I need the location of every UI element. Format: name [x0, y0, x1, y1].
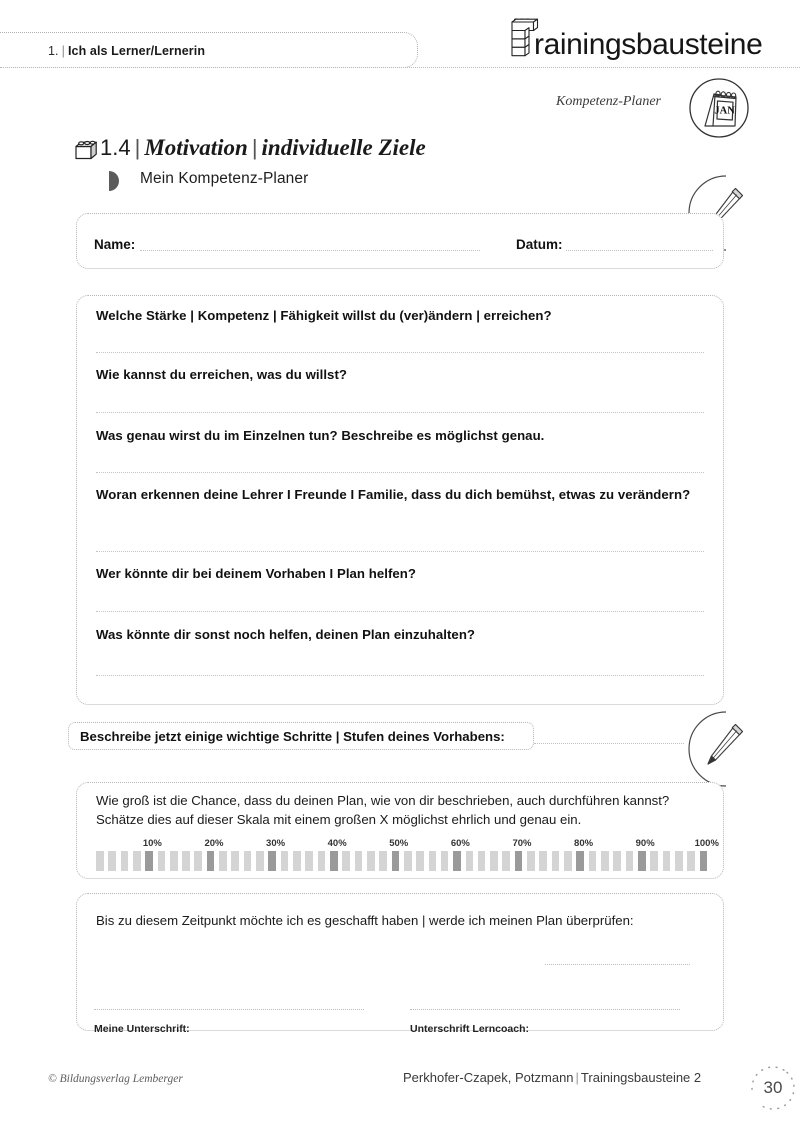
- scale-prompt: [96, 791, 710, 829]
- scale-segment: [650, 851, 712, 871]
- title-part-two: individuelle Ziele: [261, 135, 426, 160]
- footer-citation: [403, 1070, 701, 1085]
- deadline-input[interactable]: [545, 964, 690, 965]
- scale-major-tick: [453, 851, 461, 871]
- scale-tick-label: 20%: [204, 838, 224, 849]
- breadcrumb-separator: |: [61, 44, 65, 58]
- scale-minor-tick: [182, 851, 190, 871]
- scale-minor-tick: [256, 851, 264, 871]
- chapter-title: Ich als Lerner/Lernerin: [67, 44, 206, 58]
- question-3: Was genau wirst du im Einzelnen tun? Beschreibe es möglichst genau.: [96, 428, 545, 443]
- scale-tick-label: 30%: [266, 838, 286, 849]
- scale-minor-tick: [244, 851, 252, 871]
- title-part-one: Motivation: [144, 135, 248, 160]
- footer-book-title: Trainingsbausteine 2: [580, 1070, 702, 1085]
- date-input[interactable]: [566, 250, 713, 251]
- calendar-month-label: JAN: [714, 105, 735, 117]
- question-divider-6: [96, 675, 704, 676]
- chapter-number: 1.: [48, 44, 59, 58]
- scale-minor-tick: [219, 851, 227, 871]
- question-5: Wer könnte dir bei deinem Vorhaben I Plan helfen?: [96, 566, 416, 581]
- own-signature-label: Meine Unterschrift:: [94, 1023, 190, 1035]
- scale-tick-labels: [96, 838, 719, 851]
- scale-segment: [466, 851, 528, 871]
- scale-segment: [527, 851, 589, 871]
- scale-major-tick: [392, 851, 400, 871]
- page-subtitle: Mein Kompetenz-Planer: [140, 170, 309, 187]
- name-input[interactable]: [140, 250, 480, 251]
- lego-brick-icon: [74, 138, 100, 162]
- scale-segment: [589, 851, 651, 871]
- scale-minor-tick: [158, 851, 166, 871]
- scale-major-tick: [330, 851, 338, 871]
- scale-tick-label: 50%: [389, 838, 409, 849]
- own-signature-input[interactable]: [94, 1009, 364, 1010]
- header-divider: [0, 67, 800, 68]
- steps-bar-label: Beschreibe jetzt einige wichtige Schritte | Stufen deines Vorhabens:: [80, 729, 505, 744]
- steps-bar-trailing-dots: [534, 743, 684, 744]
- page-number: 30: [763, 1078, 783, 1097]
- deadline-prompt: Bis zu diesem Zeitpunkt möchte ich es geschafft haben | werde ich meinen Plan überprüfen:: [96, 913, 634, 928]
- scale-minor-tick: [133, 851, 141, 871]
- scale-segment: [96, 851, 158, 871]
- question-2: Wie kannst du erreichen, was du willst?: [96, 367, 347, 382]
- scale-minor-tick: [589, 851, 597, 871]
- question-divider-1: [96, 352, 704, 353]
- scale-minor-tick: [194, 851, 202, 871]
- name-date-box: [76, 213, 724, 269]
- scale-minor-tick: [613, 851, 621, 871]
- scale-tick-label: 80%: [574, 838, 594, 849]
- scale-major-tick: [515, 851, 523, 871]
- scale-minor-tick: [305, 851, 313, 871]
- scale-segment: [342, 851, 404, 871]
- question-1: Welche Stärke | Kompetenz | Fähigkeit willst du (ver)ändern | erreichen?: [96, 308, 552, 323]
- brand-logo: [506, 17, 762, 63]
- scale-tick-label: 70%: [512, 838, 532, 849]
- scale-major-tick: [638, 851, 646, 871]
- scale-tick-label: 90%: [635, 838, 655, 849]
- scale-minor-tick: [601, 851, 609, 871]
- scale-minor-tick: [108, 851, 116, 871]
- scale-segment: [281, 851, 343, 871]
- title-separator: |: [134, 135, 141, 160]
- scale-minor-tick: [404, 851, 412, 871]
- scale-minor-tick: [687, 851, 695, 871]
- scale-major-tick: [207, 851, 215, 871]
- scale-minor-tick: [502, 851, 510, 871]
- title-number: 1.4: [100, 135, 131, 160]
- scale-minor-tick: [663, 851, 671, 871]
- scale-segment: [219, 851, 281, 871]
- scale-tick-label: 100%: [694, 838, 719, 849]
- sublogo-label: Kompetenz-Planer: [556, 94, 661, 109]
- scale-tick-label: 60%: [450, 838, 470, 849]
- scale-major-tick: [268, 851, 276, 871]
- scale-minor-tick: [367, 851, 375, 871]
- question-divider-3: [96, 472, 704, 473]
- coach-signature-input[interactable]: [410, 1009, 680, 1010]
- scale-prompt-line-1: Wie groß ist die Chance, dass du deinen Plan, wie von dir beschrieben, auch durchführen: [96, 793, 620, 808]
- scale-minor-tick: [429, 851, 437, 871]
- footer-separator: |: [575, 1070, 579, 1085]
- scale-minor-tick: [121, 851, 129, 871]
- scale-segment: [404, 851, 466, 871]
- scale-minor-tick: [626, 851, 634, 871]
- copyright-text: © Bildungsverlag Lemberger: [48, 1073, 183, 1085]
- coach-signature-label: Unterschrift Lerncoach:: [410, 1023, 530, 1035]
- page-title: [100, 135, 426, 161]
- scale-minor-tick: [675, 851, 683, 871]
- pencil-icon: [684, 708, 756, 790]
- scale-ruler[interactable]: [96, 851, 712, 871]
- logo-wordmark: rainingsbausteine: [534, 28, 763, 61]
- scale-tick-label: 10%: [142, 838, 162, 849]
- scale-minor-tick: [281, 851, 289, 871]
- date-label: Datum:: [516, 237, 563, 252]
- desk-calendar-jan-icon: [688, 77, 750, 139]
- scale-tick-label: 40%: [327, 838, 347, 849]
- scale-major-tick: [145, 851, 153, 871]
- scale-minor-tick: [379, 851, 387, 871]
- name-label: Name:: [94, 237, 136, 252]
- scale-minor-tick: [552, 851, 560, 871]
- page-number-badge: [748, 1062, 798, 1114]
- scale-minor-tick: [441, 851, 449, 871]
- scale-minor-tick: [478, 851, 486, 871]
- scale-minor-tick: [342, 851, 350, 871]
- scale-minor-tick: [490, 851, 498, 871]
- question-divider-4: [96, 551, 704, 552]
- scale-minor-tick: [416, 851, 424, 871]
- footer-authors: Perkhofer-Czapek, Potzmann: [403, 1070, 574, 1085]
- breadcrumb: [48, 44, 205, 58]
- scale-minor-tick: [564, 851, 572, 871]
- scale-minor-tick: [318, 851, 326, 871]
- scale-major-tick: [700, 851, 708, 871]
- scale-major-tick: [576, 851, 584, 871]
- scale-minor-tick: [355, 851, 363, 871]
- half-circle-bullet-icon: [108, 170, 123, 192]
- scale-minor-tick: [293, 851, 301, 871]
- scale-minor-tick: [466, 851, 474, 871]
- question-divider-2: [96, 412, 704, 413]
- question-divider-5: [96, 611, 704, 612]
- scale-prompt-line-2: kannst? Schätze dies auf dieser Skala mit einem großen X möglichst ehrlich und genau ein.: [96, 793, 670, 827]
- question-6: Was könnte dir sonst noch helfen, deinen Plan einzuhalten?: [96, 627, 476, 642]
- scale-minor-tick: [231, 851, 239, 871]
- scale-minor-tick: [170, 851, 178, 871]
- question-4: Woran erkennen deine Lehrer I Freunde I Familie, dass du dich bemühst, etwas zu verändern?: [96, 487, 691, 502]
- title-inner-separator: |: [251, 135, 258, 160]
- scale-minor-tick: [96, 851, 104, 871]
- scale-minor-tick: [650, 851, 658, 871]
- scale-minor-tick: [539, 851, 547, 871]
- scale-minor-tick: [527, 851, 535, 871]
- scale-segment: [158, 851, 220, 871]
